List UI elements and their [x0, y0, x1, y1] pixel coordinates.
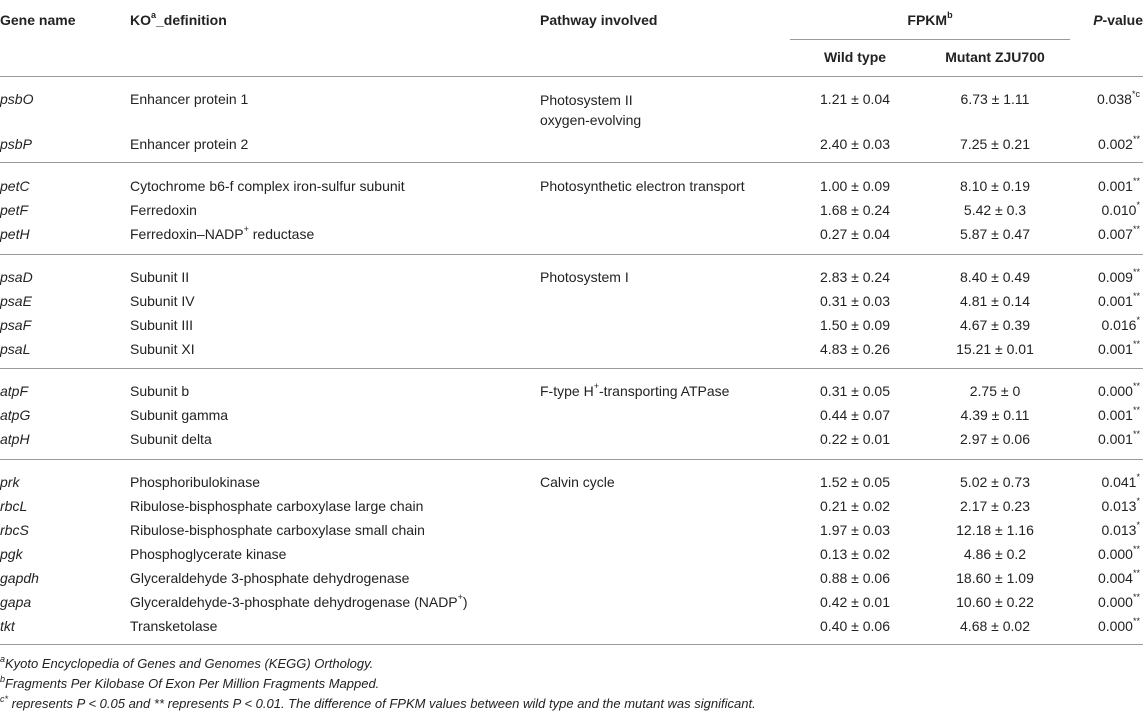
- pathway-cell: F-type H+-transporting ATPase: [540, 381, 730, 399]
- mutant-fpkm-cell: 5.02 ± 0.73: [960, 474, 1030, 490]
- ko-definition-cell: Phosphoribulokinase: [130, 474, 260, 490]
- gene-name-cell: rbcL: [0, 498, 28, 514]
- p-value-cell: 0.000**: [1097, 381, 1140, 399]
- ko-definition-cell: Ribulose-bisphosphate carboxylase large chain: [130, 498, 424, 514]
- mutant-fpkm-cell: 4.39 ± 0.11: [960, 407, 1030, 423]
- gene-name-cell: atpG: [0, 407, 31, 423]
- mutant-fpkm-cell: 2.97 ± 0.06: [960, 431, 1030, 447]
- wild-type-fpkm-cell: 0.27 ± 0.04: [820, 226, 890, 242]
- p-value-cell: 0.038$^{*c}$: [1096, 89, 1140, 107]
- wild-type-fpkm-cell: 1.52 ± 0.05: [820, 474, 890, 490]
- ko-definition-cell: Cytochrome b6-f complex iron-sulfur subunit: [130, 178, 405, 194]
- p-value-cell: 0.000**: [1097, 616, 1140, 634]
- gene-name-cell: petH: [0, 226, 30, 242]
- p-value-cell: 0.002**: [1097, 134, 1140, 152]
- p-value-cell: 0.001**: [1097, 405, 1140, 423]
- group-separator-rule: [0, 368, 1143, 369]
- mutant-fpkm-cell: 4.86 ± 0.2: [963, 546, 1027, 562]
- p-value-cell: 0.007**: [1097, 224, 1140, 242]
- p-value-cell: 0.004**: [1097, 568, 1140, 586]
- ko-definition-cell: Subunit XI: [130, 341, 195, 357]
- wild-type-fpkm-cell: 0.22 ± 0.01: [820, 431, 890, 447]
- p-value-cell: 0.013*: [1101, 520, 1140, 538]
- ko-definition-cell: Ribulose-bisphosphate carboxylase small chain: [130, 522, 425, 538]
- gene-name-cell: atpF: [0, 383, 29, 399]
- gene-name-cell: gapa: [0, 594, 32, 610]
- col-header-wild-type: Wild type: [823, 49, 887, 65]
- ko-definition-cell: Ferredoxin–NADP+ reductase: [130, 224, 315, 242]
- ko-definition-cell: Subunit IV: [130, 293, 195, 309]
- col-header-mutant: Mutant ZJU700: [945, 49, 1045, 65]
- table-bottom-rule: [0, 644, 1143, 645]
- pathway-cell: Photosystem II oxygen-evolving: [540, 92, 642, 128]
- group-separator-rule: [0, 459, 1143, 460]
- footnote: $^{c*}$ represents P < 0.05 and ** represents P < 0.01. The difference of FPKM values between wild type and the mutant was significant.: [0, 693, 756, 711]
- pathway-cell: Photosynthetic electron transport: [540, 178, 745, 194]
- ko-definition-cell: Subunit delta: [130, 431, 212, 447]
- gene-name-cell: petF: [0, 202, 29, 218]
- ko-definition-cell: Subunit II: [130, 269, 190, 285]
- col-header-pvalue: P-value: [1093, 12, 1143, 28]
- mutant-fpkm-cell: 7.25 ± 0.21: [960, 136, 1030, 152]
- wild-type-fpkm-cell: 0.31 ± 0.03: [820, 293, 890, 309]
- pathway-cell: Photosystem I: [540, 269, 629, 285]
- wild-type-fpkm-cell: 0.44 ± 0.07: [820, 407, 890, 423]
- wild-type-fpkm-cell: 1.21 ± 0.04: [820, 91, 890, 107]
- wild-type-fpkm-cell: 1.97 ± 0.03: [820, 522, 890, 538]
- gene-name-cell: petC: [0, 178, 30, 194]
- mutant-fpkm-cell: 2.75 ± 0: [969, 383, 1021, 399]
- wild-type-fpkm-cell: 0.42 ± 0.01: [820, 594, 890, 610]
- p-value-cell: 0.001**: [1097, 339, 1140, 357]
- mutant-fpkm-cell: 2.17 ± 0.23: [960, 498, 1030, 514]
- gene-name-cell: tkt: [0, 618, 15, 634]
- wild-type-fpkm-cell: 0.88 ± 0.06: [820, 570, 890, 586]
- mutant-fpkm-cell: 18.60 ± 1.09: [956, 570, 1034, 586]
- mutant-fpkm-cell: 8.10 ± 0.19: [960, 178, 1030, 194]
- ko-definition-cell: Glyceraldehyde 3-phosphate dehydrogenase: [130, 570, 410, 586]
- wild-type-fpkm-cell: 0.21 ± 0.02: [820, 498, 890, 514]
- gene-name-cell: atpH: [0, 431, 30, 447]
- p-value-cell: 0.013*: [1101, 496, 1140, 514]
- ko-definition-cell: Subunit b: [130, 383, 190, 399]
- group-separator-rule: [0, 254, 1143, 255]
- mutant-fpkm-cell: 15.21 ± 0.01: [956, 341, 1034, 357]
- gene-name-cell: prk: [0, 474, 20, 490]
- ko-definition-cell: Phosphoglycerate kinase: [130, 546, 287, 562]
- wild-type-fpkm-cell: 2.40 ± 0.03: [820, 136, 890, 152]
- gene-name-cell: rbcS: [0, 522, 29, 538]
- p-value-cell: 0.010*: [1101, 200, 1140, 218]
- wild-type-fpkm-cell: 0.40 ± 0.06: [820, 618, 890, 634]
- wild-type-fpkm-cell: 1.00 ± 0.09: [820, 178, 890, 194]
- gene-name-cell: psbO: [0, 91, 34, 107]
- col-header-pathway: Pathway involved: [540, 12, 658, 28]
- p-value-cell: 0.001**: [1097, 429, 1140, 447]
- pathway-cell: Calvin cycle: [540, 474, 615, 490]
- wild-type-fpkm-cell: 0.31 ± 0.05: [820, 383, 890, 399]
- ko-definition-cell: Enhancer protein 1: [130, 91, 249, 107]
- gene-name-cell: psaE: [0, 293, 32, 309]
- fpkm-header-rule: [790, 39, 1070, 40]
- p-value-cell: 0.001**: [1097, 176, 1140, 194]
- mutant-fpkm-cell: 4.68 ± 0.02: [960, 618, 1030, 634]
- p-value-cell: 0.041*: [1101, 472, 1140, 490]
- gene-name-cell: psaF: [0, 317, 32, 333]
- wild-type-fpkm-cell: 2.83 ± 0.24: [820, 269, 890, 285]
- mutant-fpkm-cell: 6.73 ± 1.11: [960, 91, 1030, 107]
- mutant-fpkm-cell: 5.87 ± 0.47: [960, 226, 1030, 242]
- ko-definition-cell: Subunit III: [130, 317, 194, 333]
- mutant-fpkm-cell: 8.40 ± 0.49: [960, 269, 1030, 285]
- col-header-gene-name: Gene name: [0, 12, 76, 28]
- header-bottom-rule: [0, 76, 1143, 77]
- ko-definition-cell: Ferredoxin: [130, 202, 197, 218]
- gene-name-cell: psaL: [0, 341, 31, 357]
- ko-definition-cell: Enhancer protein 2: [130, 136, 249, 152]
- group-separator-rule: [0, 162, 1143, 163]
- col-header-fpkm: FPKM$^b$: [907, 10, 953, 28]
- gene-name-cell: psaD: [0, 269, 33, 285]
- ko-definition-cell: Glyceraldehyde-3-phosphate dehydrogenase (NADP+): [130, 592, 468, 610]
- ko-definition-cell: Subunit gamma: [130, 407, 229, 423]
- gene-name-cell: psbP: [0, 136, 32, 152]
- footnote: $^a$Kyoto Encyclopedia of Genes and Genomes (KEGG) Orthology.: [0, 653, 374, 671]
- mutant-fpkm-cell: 10.60 ± 0.22: [956, 594, 1034, 610]
- gene-name-cell: gapdh: [0, 570, 39, 586]
- p-value-cell: 0.009**: [1097, 267, 1140, 285]
- wild-type-fpkm-cell: 1.68 ± 0.24: [820, 202, 890, 218]
- ko-definition-cell: Transketolase: [130, 618, 218, 634]
- p-value-cell: 0.001**: [1097, 291, 1140, 309]
- p-value-cell: 0.000**: [1097, 592, 1140, 610]
- col-header-ko-definition: $KO^a\_definition$: [130, 10, 227, 28]
- mutant-fpkm-cell: 12.18 ± 1.16: [956, 522, 1034, 538]
- wild-type-fpkm-cell: 4.83 ± 0.26: [820, 341, 890, 357]
- p-value-cell: 0.000**: [1097, 544, 1140, 562]
- wild-type-fpkm-cell: 1.50 ± 0.09: [820, 317, 890, 333]
- mutant-fpkm-cell: 4.67 ± 0.39: [960, 317, 1030, 333]
- footnote: $^b$Fragments Per Kilobase Of Exon Per Million Fragments Mapped.: [0, 673, 380, 691]
- mutant-fpkm-cell: 5.42 ± 0.3: [963, 202, 1027, 218]
- mutant-fpkm-cell: 4.81 ± 0.14: [960, 293, 1030, 309]
- wild-type-fpkm-cell: 0.13 ± 0.02: [820, 546, 890, 562]
- gene-name-cell: pgk: [0, 546, 23, 562]
- p-value-cell: 0.016*: [1101, 315, 1140, 333]
